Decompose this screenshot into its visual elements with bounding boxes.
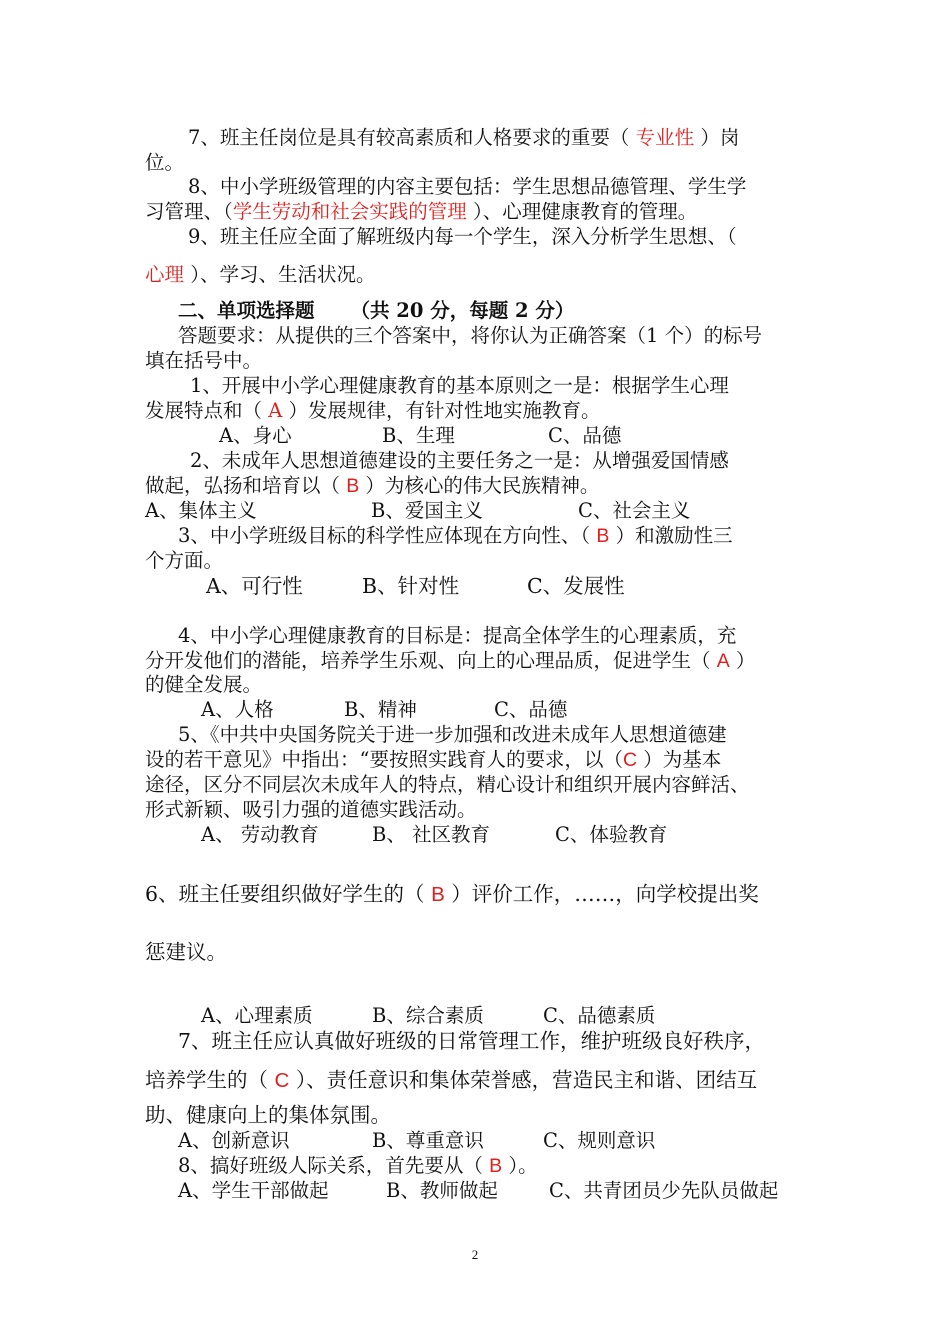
- mc-q2-answer: B: [346, 475, 360, 497]
- section2-title: 二、单项选择题: [178, 299, 315, 322]
- mc-q3-line2: 个方面。: [145, 549, 224, 572]
- mc-q8-line1: [178, 1154, 538, 1178]
- fill-q8-line2: [145, 200, 697, 224]
- fill-q8-answer: 学生劳动和社会实践的管理: [232, 200, 467, 223]
- mc-q5-answer: C: [622, 749, 638, 771]
- mc-q2-line2: [145, 474, 599, 498]
- mc-q1-line2: [145, 399, 601, 423]
- mc-q2-option-c: C、社会主义: [578, 499, 691, 522]
- fill-q9-line1: 9、班主任应全面了解班级内每一个学生，深入分析学生思想、（: [188, 225, 737, 248]
- mc-q6-answer: B: [431, 883, 445, 906]
- mc-q5-option-a: A、 劳动教育: [201, 823, 319, 846]
- mc-q5-line2: [145, 748, 721, 772]
- mc-q5-line1: 5、《中共中央国务院关于进一步加强和改进未成年人思想道德建: [178, 723, 727, 746]
- mc-q3-option-a: A、可行性: [206, 574, 303, 598]
- mc-q4-answer: A: [716, 650, 730, 672]
- fill-q9-tail: ）、学习、生活状况。: [184, 263, 376, 286]
- mc-q6-line2: 惩建议。: [145, 940, 227, 964]
- section2-instructions-line2: 填在括号中。: [145, 349, 263, 372]
- mc-q1-option-b: B、生理: [382, 424, 455, 447]
- mc-q3-option-c: C、发展性: [527, 574, 625, 598]
- mc-q5-line4: 形式新颖、吸引力强的道德实践活动。: [145, 798, 477, 821]
- mc-q7-line2: [145, 1068, 757, 1093]
- section2-score: （共 20 分，每题 2 分）: [350, 299, 575, 322]
- mc-q5-option-b: B、 社区教育: [372, 823, 491, 846]
- mc-q6-line1: [145, 882, 759, 907]
- fill-q7-tail: ）岗: [694, 126, 740, 149]
- mc-q4-option-c: C、品德: [494, 698, 568, 721]
- fill-q8-line1: 8、中小学班级管理的内容主要包括：学生思想品德管理、学生学: [188, 175, 747, 198]
- mc-q1-tail: ）发展规律，有针对性地实施教育。: [282, 399, 601, 422]
- mc-q6-option-a: A、心理素质: [201, 1004, 313, 1027]
- mc-q2-option-b: B、爱国主义: [371, 499, 483, 522]
- mc-q2-option-a: A、集体主义: [145, 499, 257, 522]
- mc-q6-option-c: C、品德素质: [543, 1004, 656, 1027]
- page-number: 2: [471, 1247, 479, 1262]
- mc-q3-option-b: B、针对性: [362, 574, 460, 598]
- fill-q7-line1: [188, 126, 739, 150]
- mc-q8-option-b: B、教师做起: [386, 1179, 498, 1202]
- mc-q1-option-c: C、品德: [548, 424, 622, 447]
- mc-q2-line1: 2、未成年人思想道德建设的主要任务之一是：从增强爱国情感: [190, 449, 729, 472]
- fill-q8-tail: ）、心理健康教育的管理。: [466, 200, 698, 223]
- mc-q6-tail: ）评价工作，……，向学校提出奖: [444, 882, 759, 906]
- fill-q9-answer: 心理: [145, 263, 185, 286]
- mc-q1-line1: 1、开展中小学心理健康教育的基本原则之一是：根据学生心理: [190, 374, 729, 397]
- section2-heading: [178, 299, 574, 323]
- mc-q3-line1: [178, 524, 733, 548]
- mc-q4-line1: 4、中小学心理健康教育的目标是：提高全体学生的心理素质，充: [178, 624, 737, 647]
- mc-q3-tail: ）和激励性三: [609, 524, 733, 547]
- mc-q8-answer: B: [489, 1155, 503, 1177]
- mc-q4-line3: 的健全发展。: [145, 673, 263, 696]
- mc-q5-line3: 途径，区分不同层次未成年人的特点，精心设计和组织开展内容鲜活、: [145, 773, 750, 796]
- mc-q3-answer: B: [596, 525, 610, 547]
- mc-q8-option-c: C、共青团员少先队员做起: [549, 1179, 779, 1202]
- mc-q5-tail: ）为基本: [637, 748, 722, 771]
- mc-q4-option-a: A、人格: [201, 698, 274, 721]
- fill-q7-line2: 位。: [145, 151, 185, 174]
- mc-q7-tail: ）、责任意识和集体荣誉感，营造民主和谐、团结互: [289, 1068, 758, 1092]
- mc-q7-text: 培养学生的（: [145, 1068, 275, 1092]
- mc-q4-text: 分开发他们的潜能，培养学生乐观、向上的心理品质，促进学生（: [145, 649, 717, 672]
- mc-q1-text: 发展特点和（: [145, 399, 269, 422]
- mc-q4-line2: [145, 649, 755, 673]
- fill-q9-line2: [145, 263, 375, 287]
- mc-q2-tail: ）为核心的伟大民族精神。: [359, 474, 600, 497]
- mc-q7-line1: 7、班主任应认真做好班级的日常管理工作，维护班级良好秩序，: [178, 1029, 766, 1053]
- mc-q1-option-a: A、身心: [219, 424, 292, 447]
- mc-q1-answer: A: [268, 399, 283, 422]
- fill-q8-text: 习管理、（: [145, 200, 233, 223]
- fill-q7-answer: 专业性: [635, 126, 695, 149]
- mc-q7-option-b: B、尊重意识: [372, 1129, 484, 1152]
- mc-q7-answer: C: [274, 1069, 290, 1092]
- mc-q4-option-b: B、精神: [344, 698, 417, 721]
- mc-q8-option-a: A、学生干部做起: [178, 1179, 329, 1202]
- mc-q6-text: 6、班主任要组织做好学生的（: [145, 882, 432, 906]
- mc-q7-line3: 助、健康向上的集体氛围。: [145, 1103, 391, 1127]
- mc-q2-text: 做起，弘扬和培育以（: [145, 474, 347, 497]
- mc-q7-option-a: A、创新意识: [178, 1129, 290, 1152]
- mc-q5-text: 设的若干意见》中指出：“要按照实践育人的要求，以（: [145, 748, 623, 771]
- mc-q7-option-c: C、规则意识: [543, 1129, 656, 1152]
- mc-q8-tail: ）。: [502, 1154, 538, 1177]
- mc-q8-text: 8、搞好班级人际关系，首先要从（: [178, 1154, 490, 1177]
- section2-instructions-line1: 答题要求：从提供的三个答案中，将你认为正确答案（1 个）的标号: [178, 324, 763, 347]
- mc-q3-text: 3、中小学班级目标的科学性应体现在方向性、（: [178, 524, 597, 547]
- mc-q6-option-b: B、综合素质: [372, 1004, 484, 1027]
- fill-q7-text: 7、班主任岗位是具有较高素质和人格要求的重要（: [188, 126, 636, 149]
- mc-q5-option-c: C、体验教育: [555, 823, 668, 846]
- mc-q4-tail: ）: [729, 649, 756, 672]
